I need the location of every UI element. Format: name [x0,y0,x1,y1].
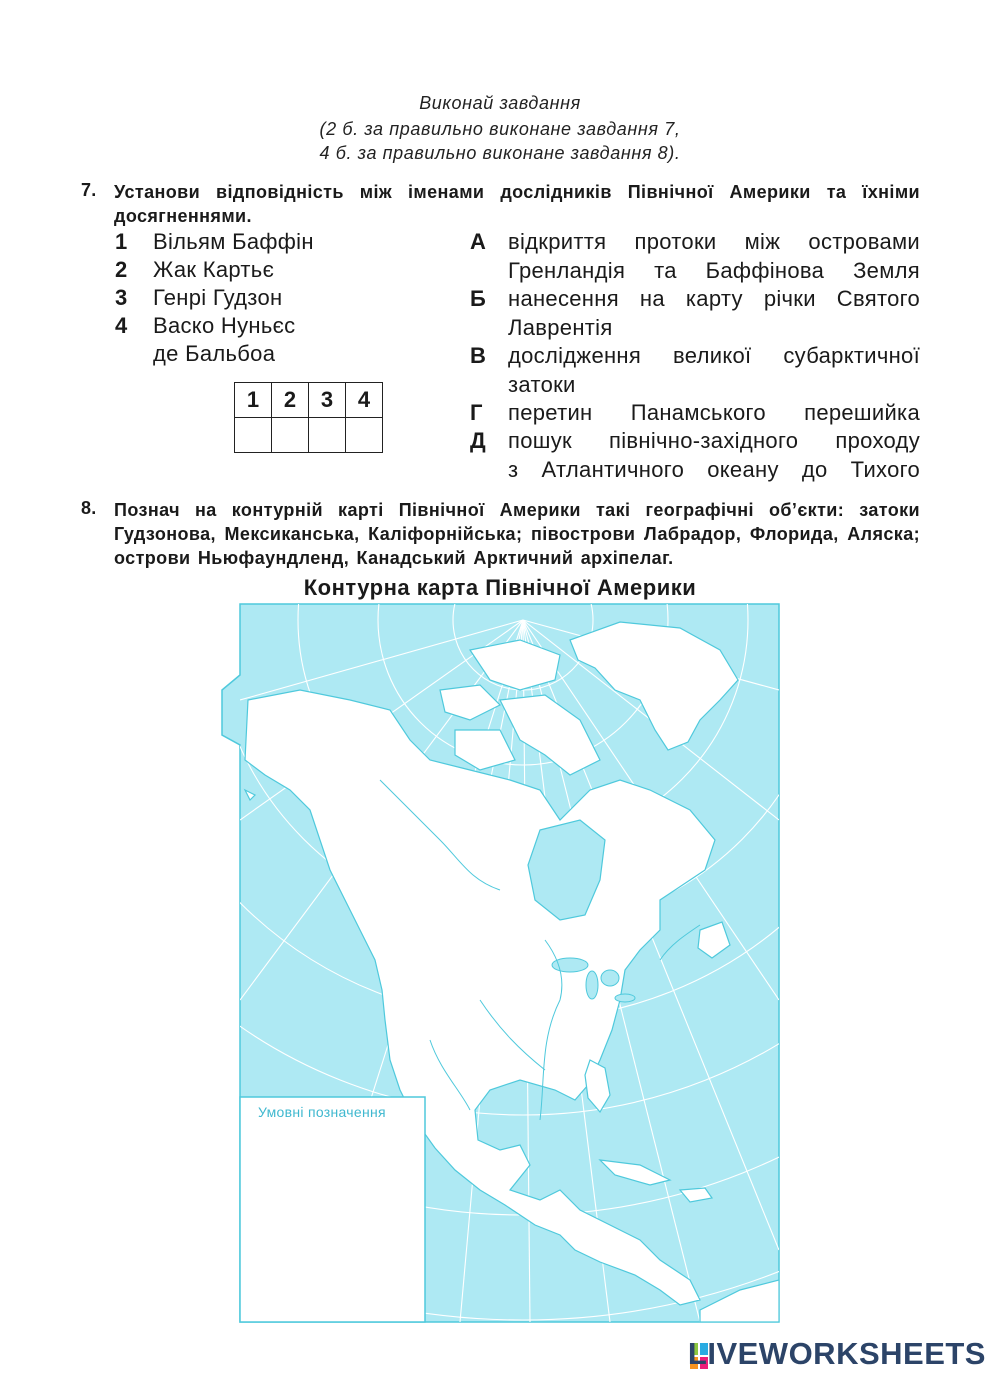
explorer-number: 4 [115,313,128,338]
explorer-name: Васко Нуньєс [153,313,296,338]
explorer-name: Жак Картьє [153,257,275,282]
grid-header-4: 4 [346,383,383,418]
explorer-name-cont: де Бальбоа [153,341,276,366]
liveworksheets-logo[interactable]: LIVEWORKSHEETS [687,1336,986,1371]
explorer-number: 3 [115,285,128,310]
achievement-text: нанесення на карту річки Святого [508,286,920,311]
explorer-name: Вільям Баффін [153,229,314,254]
achievement-letter: Д [470,428,486,453]
task7-question: Установи відповідність між іменами дослідників Північної Америки та їхніми досягненнями. [114,182,920,226]
task7-number: 7. [81,180,97,200]
achievement-text: пошук північно-західного проходу [508,428,920,453]
instruction-points-line2: 4 б. за правильно виконане завдання 8). [319,143,681,163]
achievement-letter: Б [470,286,487,311]
achievement-letter: А [470,229,487,254]
achievement-text-cont: затоки [508,371,576,397]
explorer-number: 1 [115,229,128,254]
map-title: Контурна карта Північної Америки [303,575,697,600]
legend-title: Умовні позначення [258,1104,386,1120]
achievement-text: відкриття протоки між островами [508,229,920,254]
legend-box [240,1097,425,1322]
task8-number: 8. [81,498,97,518]
task8-question: Познач на контурній карті Північної Америки такі географічні об’єкти: затоки Гудзонова, Мексиканська, Каліфорнійська; півострови Лабрадор, Флорида, Аляска; острови Ньюфаундленд, Канадський Арктичний архіпелаг. [114,500,920,568]
instruction-points-line1: (2 б. за правильно виконане завдання 7, [319,119,681,139]
achievement-text-cont: Гренландія та Баффінова Земля [508,257,920,283]
explorer-number: 2 [115,257,128,282]
instruction-title: Виконай завдання [419,93,581,113]
grid-header-3: 3 [309,383,346,418]
grid-header-2: 2 [272,383,309,418]
achievement-text: перетин Панамського перешийка [508,400,920,425]
achievement-text-cont: з Атлантичного океану до Тихого [508,456,920,482]
grid-header-1: 1 [235,383,272,418]
achievement-text-cont: Лаврентія [508,314,613,340]
achievement-text: дослідження великої субарктичної [508,343,920,368]
achievement-letter: Г [470,400,483,425]
achievement-letter: В [470,343,487,368]
explorer-name: Генрі Гудзон [153,285,283,310]
